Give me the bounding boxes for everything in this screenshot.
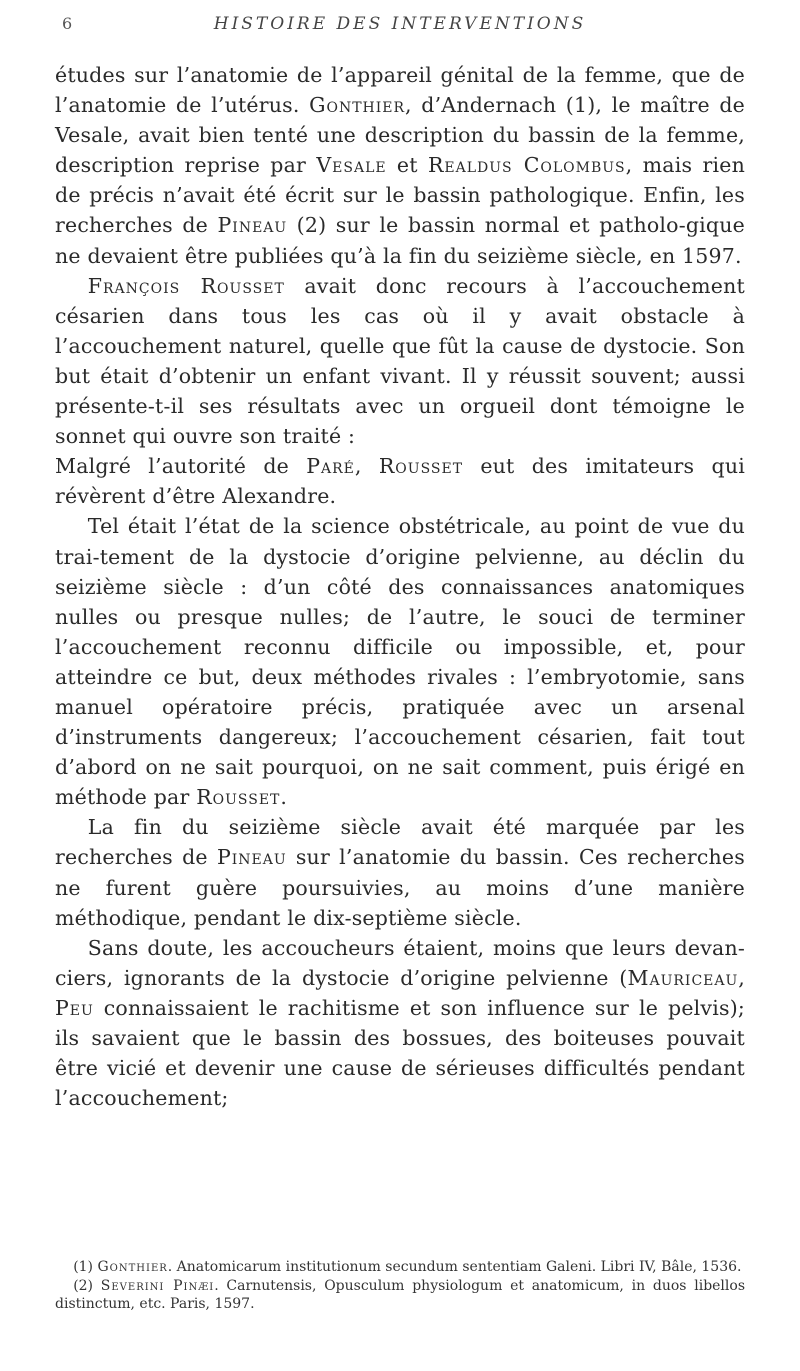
author-name: Realdus Colombus: [427, 153, 626, 178]
footnote-2: (2) Severini Pinæi. Carnutensis, Opusculum physiologum et anatomicum, in duos libellos distinctum, etc. Paris, 1597.: [55, 1277, 746, 1312]
paragraph-5: La fin du seizième siècle avait été marquée par les recherches de Pineau sur l’anatomie du bassin. Ces recherches ne furent guère poursuivies, au moins d’une manière méthodique, pendant le dix-septième siècle.: [55, 815, 745, 930]
author-name: Pineau: [216, 845, 287, 870]
author-name: Severini Pinæi: [100, 1277, 215, 1294]
author-name: Vesale: [316, 153, 387, 178]
author-name: Rousset: [378, 454, 464, 479]
author-name: Gonthier: [309, 93, 406, 118]
author-name: Rousset: [196, 785, 281, 810]
paragraph-3: Malgré l’autorité de Paré, Rousset eut des imitateurs qui révèrent d’être Alexandre.: [55, 454, 745, 509]
footnote-1: (1) Gonthier. Anatomicarum institutionum secundum sententiam Galeni. Libri IV, Bâle, 1536.: [73, 1259, 742, 1275]
page-number: 6: [62, 14, 73, 33]
author-name: François Rousset: [87, 273, 285, 298]
paragraph-1: études sur l’anatomie de l’appareil génital de la femme, que de l’anatomie de l’utérus. Gonthier, d’Andernach (1), le maître de Vesale, avait bien tenté une description du bassin de la femme, description reprise par Vesale et Realdus Colombus, mais rien de précis n’avait été écrit sur le bassin pathologique. Enfin, les recherches de Pineau (2) sur le bassin normal et patholo-gique ne devaient être publiées qu’à la fin du seizième siècle, en 1597.: [55, 63, 745, 268]
author-name: Pineau: [217, 213, 288, 238]
author-name: Paré: [306, 454, 355, 479]
author-name: Mauriceau: [627, 965, 739, 990]
footnotes: [55, 1258, 745, 1314]
body-text: [55, 60, 745, 1113]
paragraph-4: Tel était l’état de la science obstétricale, au point de vue du trai-tement de la dystocie d’origine pelvienne, au déclin du seizième siècle : d’un côté des connaissances anatomiques nulles ou presque nulles; de l’autre, le souci de terminer l’accouchement reconnu difficile ou impossible, et, pour atteindre ce but, deux méthodes rivales : l’embryotomie, sans manuel opératoire précis, pratiquée avec un arsenal d’instruments dangereux; l’accouchement césarien, fait tout d’abord on ne sait pourquoi, on ne sait comment, puis érigé en méthode par Rousset.: [55, 514, 745, 810]
author-name: Peu: [55, 995, 94, 1020]
paragraph-2: François Rousset avait donc recours à l’accouchement césarien dans tous les cas où il y avait obstacle à l’accouchement naturel, quelle que fût la cause de dystocie. Son but était d’obtenir un enfant vivant. Il y réussit souvent; aussi présente-t-il ses résultats avec un orgueil dont témoigne le sonnet qui ouvre son traité :: [55, 273, 745, 449]
page-header: [62, 14, 738, 44]
paragraph-6: Sans doute, les accoucheurs étaient, moins que leurs devan-ciers, ignorants de la dystocie d’origine pelvienne (Mauriceau, Peu connaissaient le rachitisme et son influence sur le pelvis); ils savaient que le bassin des bossues, des boiteuses pouvait être vicié et devenir une cause de sérieuses difficultés pendant l’accouchement;: [55, 935, 745, 1111]
running-title: HISTOIRE DES INTERVENTIONS: [213, 14, 587, 34]
author-name: Gonthier: [97, 1259, 168, 1275]
